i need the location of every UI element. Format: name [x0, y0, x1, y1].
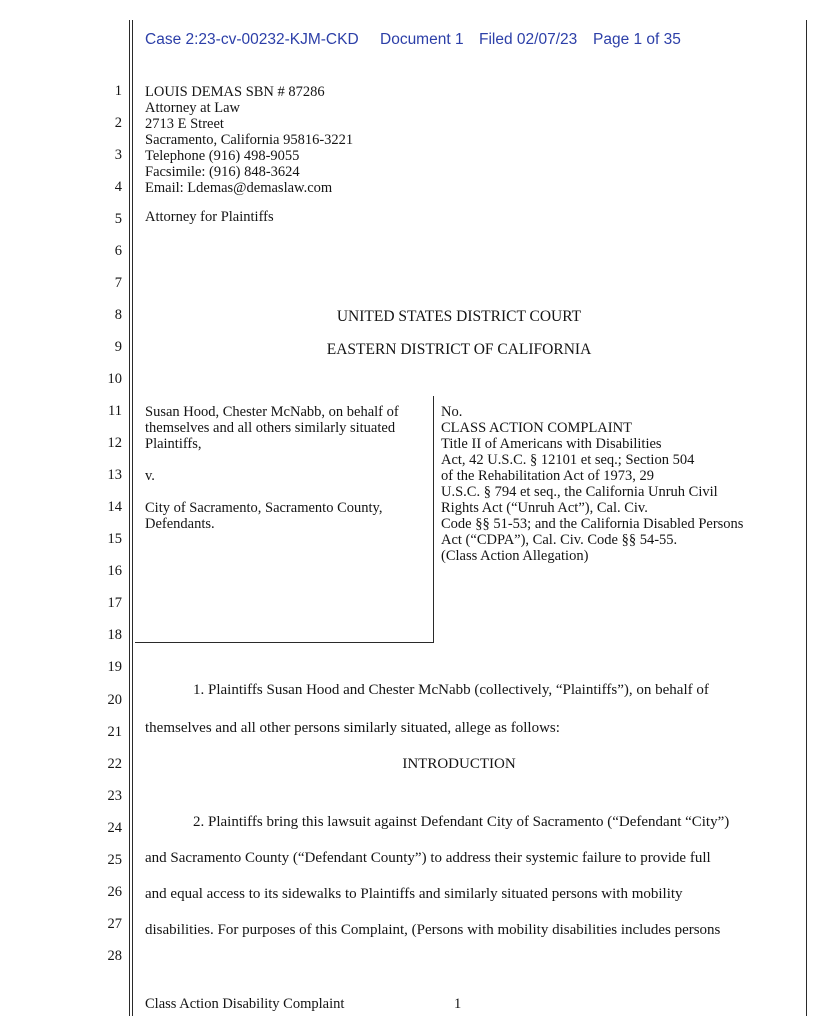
line-number: 6 [114, 243, 122, 259]
line-number: 11 [108, 403, 122, 419]
court-district: EASTERN DISTRICT OF CALIFORNIA [326, 341, 592, 358]
claims-line: Act, 42 U.S.C. § 12101 et seq.; Section 504 [441, 452, 695, 468]
line-number: 18 [107, 627, 122, 643]
line-number: 2 [114, 115, 122, 131]
left-margin-rule-inner [132, 20, 133, 1016]
case-no-label: No. [441, 404, 463, 420]
case-number: Case 2:23-cv-00232-KJM-CKD [145, 31, 359, 48]
line-number: 26 [107, 884, 122, 900]
complaint-title: CLASS ACTION COMPLAINT [441, 420, 632, 436]
line-number: 19 [107, 659, 122, 675]
section-heading: INTRODUCTION [402, 756, 516, 772]
plaintiffs-line: Plaintiffs, [145, 436, 202, 452]
claims-line: Code §§ 51-53; and the California Disabled Persons [441, 516, 744, 532]
plaintiffs-line: themselves and all others similarly situated [145, 420, 396, 436]
attorney-title: Attorney at Law [145, 100, 241, 116]
line-number: 8 [114, 307, 122, 323]
attorney-city: Sacramento, California 95816-3221 [145, 132, 354, 148]
line-number: 12 [107, 435, 122, 451]
page-indicator: Page 1 of 35 [593, 31, 681, 48]
claims-line: U.S.C. § 794 et seq., the California Unruh Civil [441, 484, 718, 500]
filed-date: Filed 02/07/23 [479, 31, 578, 48]
line-number: 1 [114, 83, 122, 99]
versus: v. [145, 468, 155, 484]
line-number: 25 [107, 852, 122, 868]
line-number: 22 [107, 756, 122, 772]
paragraph-2-line: 2. Plaintiffs bring this lawsuit against Defendant City of Sacramento (“Defendant “City”) [193, 814, 730, 830]
attorney-telephone: Telephone (916) 498-9055 [145, 148, 300, 164]
left-margin-rule-outer [129, 20, 130, 1016]
paragraph-2-line: and Sacramento County (“Defendant County”) to address their systemic failure to provide full [145, 850, 711, 866]
paragraph-2-line: disabilities. For purposes of this Complaint, (Persons with mobility disabilities includes persons [145, 922, 721, 938]
plaintiffs-line: Susan Hood, Chester McNabb, on behalf of [145, 404, 399, 420]
attorney-email: Email: Ldemas@demaslaw.com [145, 180, 333, 196]
line-number: 3 [114, 147, 122, 163]
line-number: 17 [107, 595, 122, 611]
defendants-line: City of Sacramento, Sacramento County, [145, 500, 383, 516]
claims-line: Rights Act (“Unruh Act”), Cal. Civ. [441, 500, 648, 516]
paragraph-2-line: and equal access to its sidewalks to Plaintiffs and similarly situated persons with mobility [145, 886, 683, 902]
line-number: 4 [114, 179, 122, 195]
line-number: 7 [114, 275, 122, 291]
line-number: 10 [107, 371, 122, 387]
line-number: 14 [107, 499, 122, 515]
line-number: 20 [107, 692, 122, 708]
claims-line: (Class Action Allegation) [441, 548, 589, 564]
line-number: 5 [114, 211, 122, 227]
footer-title: Class Action Disability Complaint [145, 996, 345, 1012]
defendants-line: Defendants. [145, 516, 215, 532]
paragraph-1-line: themselves and all other persons similarly situated, allege as follows: [145, 720, 560, 736]
claims-line: of the Rehabilitation Act of 1973, 29 [441, 468, 655, 484]
attorney-street: 2713 E Street [145, 116, 224, 132]
claims-line: Act (“CDPA”), Cal. Civ. Code §§ 54-55. [441, 532, 678, 548]
document-number: Document 1 [380, 31, 464, 48]
line-number: 13 [107, 467, 122, 483]
footer-page-number: 1 [454, 996, 462, 1012]
line-number: 28 [107, 948, 122, 964]
court-name: UNITED STATES DISTRICT COURT [336, 308, 582, 325]
line-number: 9 [114, 339, 122, 355]
claims-line: Title II of Americans with Disabilities [441, 436, 662, 452]
attorney-name: LOUIS DEMAS SBN # 87286 [145, 84, 325, 100]
attorney-for: Attorney for Plaintiffs [145, 209, 274, 225]
caption-bottom-rule [135, 642, 434, 643]
line-number: 16 [107, 563, 122, 579]
line-number: 21 [107, 724, 122, 740]
line-number: 23 [107, 788, 122, 804]
caption-divider [433, 396, 434, 643]
line-number: 27 [107, 916, 122, 932]
attorney-facsimile: Facsimile: (916) 848-3624 [145, 164, 300, 180]
line-number: 24 [107, 820, 122, 836]
line-number: 15 [107, 531, 122, 547]
right-margin-rule [806, 20, 807, 1016]
paragraph-1-line: 1. Plaintiffs Susan Hood and Chester McNabb (collectively, “Plaintiffs”), on behalf of [193, 682, 709, 698]
